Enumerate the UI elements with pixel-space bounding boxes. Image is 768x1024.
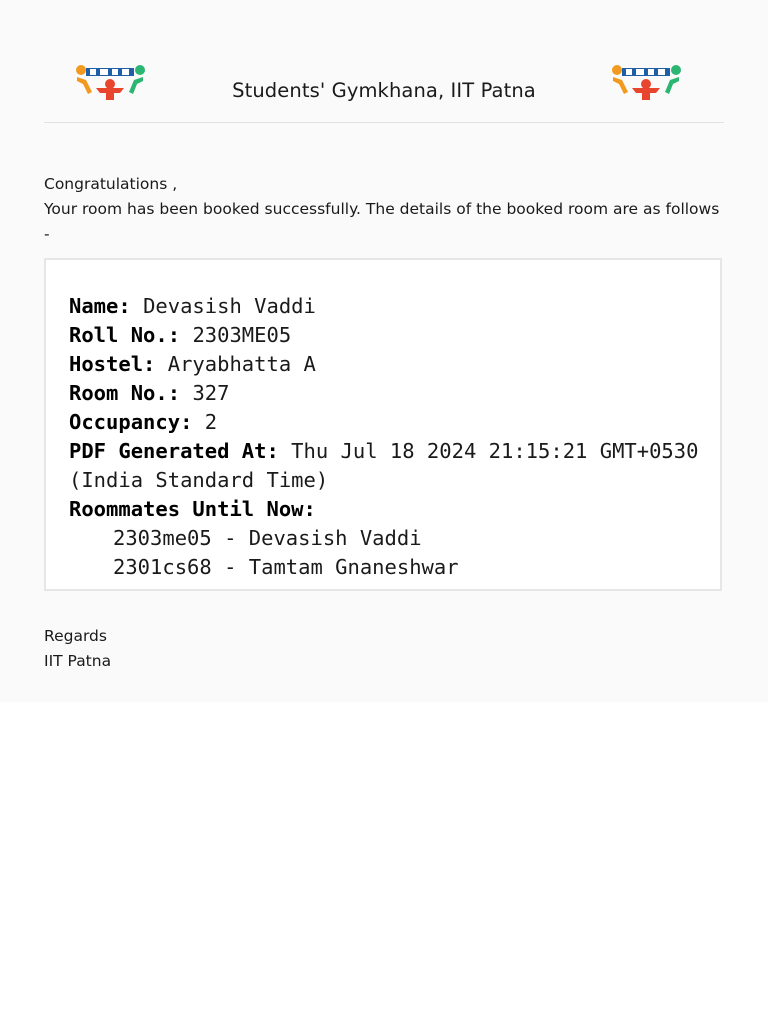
roll-row: [69, 321, 709, 350]
roommates-row: [69, 495, 709, 524]
room-row: [69, 379, 709, 408]
room-label: Room No.:: [69, 381, 181, 405]
roommates-label: Roommates Until Now:: [69, 497, 316, 521]
room-value: 327: [192, 381, 230, 405]
intro-message: [44, 172, 728, 247]
list-item: 2303me05 - Devasish Vaddi: [113, 526, 422, 550]
hostel-value: Aryabhatta A: [167, 352, 316, 376]
closing-signature: [44, 624, 111, 674]
roll-value: 2303ME05: [192, 323, 292, 347]
generated-row: [69, 437, 709, 495]
name-row: [69, 292, 709, 321]
occupancy-label: Occupancy:: [69, 410, 193, 434]
list-item: 2301cs68 - Tamtam Gnaneshwar: [113, 555, 459, 579]
regards-text: Regards: [44, 627, 107, 645]
booking-message: Your room has been booked successfully. The details of the booked room are as follows -: [44, 200, 720, 243]
generated-value: Thu Jul 18 2024 21:15:21 GMT+0530 (India Standard Time): [69, 439, 711, 492]
name-value: Devasish Vaddi: [143, 294, 316, 318]
greeting-text: Congratulations ,: [44, 175, 178, 193]
header-title: Students' Gymkhana, IIT Patna: [232, 79, 536, 102]
hostel-row: [69, 350, 709, 379]
roommates-list: [69, 524, 709, 582]
document-header: [44, 56, 724, 123]
booking-details-box: [44, 258, 722, 591]
hostel-label: Hostel:: [69, 352, 156, 376]
gymkhana-logo-icon: [610, 62, 682, 102]
org-text: IIT Patna: [44, 652, 112, 670]
generated-label: PDF Generated At:: [69, 439, 279, 463]
occupancy-value: 2: [204, 410, 218, 434]
roll-label: Roll No.:: [69, 323, 181, 347]
occupancy-row: [69, 408, 709, 437]
name-label: Name:: [69, 294, 131, 318]
